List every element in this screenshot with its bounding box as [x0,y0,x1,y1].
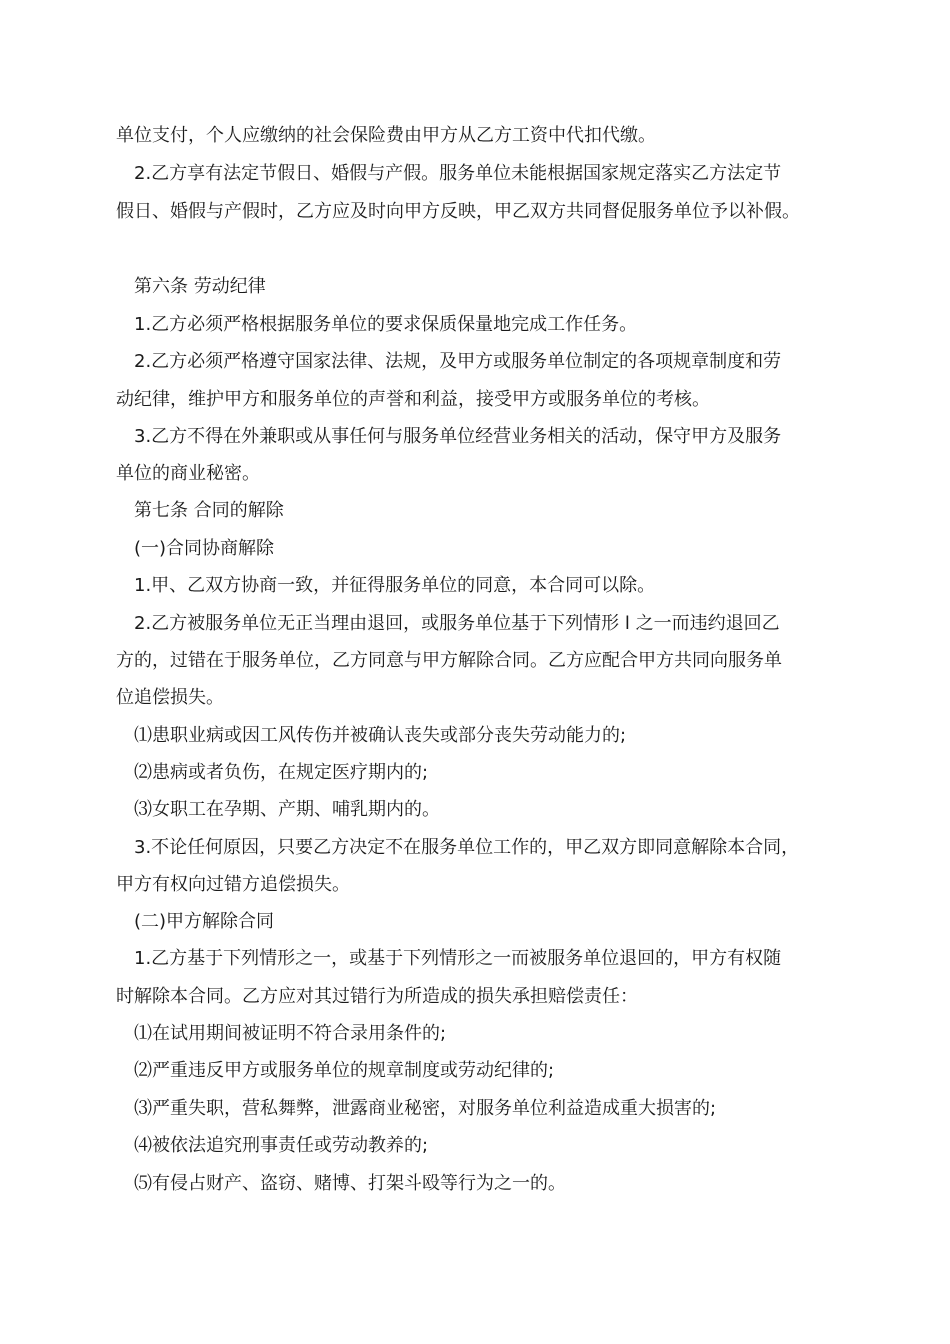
text-line: 方的，过错在于服务单位，乙方同意与甲方解除合同。乙方应配合甲方共同向服务单 [116,650,782,671]
text-line: 1.甲、乙双方协商一致，并征得服务单位的同意，本合同可以除。 [134,575,656,596]
text-line: 3.不论任何原因，只要乙方决定不在服务单位工作的，甲乙双方即同意解除本合同， [134,837,800,858]
list-item: ⑶女职工在孕期、产期、哺乳期内的。 [134,799,440,820]
text-line: 甲方有权向过错方追偿损失。 [116,874,350,895]
list-item: ⑴患职业病或因工风传伤并被确认丧失或部分丧失劳动能力的; [134,725,627,746]
section-heading: 第七条 合同的解除 [134,500,284,521]
subsection-heading: (一)合同协商解除 [134,538,275,559]
text-line: 2.乙方享有法定节假日、婚假与产假。服务单位未能根据国家规定落实乙方法定节 [134,163,782,184]
text-line: 3.乙方不得在外兼职或从事任何与服务单位经营业务相关的活动，保守甲方及服务 [134,426,782,447]
list-item: ⑶严重失职，营私舞弊，泄露商业秘密，对服务单位利益造成重大损害的; [134,1098,717,1119]
text-line: 时解除本合同。乙方应对其过错行为所造成的损失承担赔偿责任： [116,986,638,1007]
text-line: 1.乙方基于下列情形之一，或基于下列情形之一而被服务单位退回的，甲方有权随 [134,948,782,969]
list-item: ⑵严重违反甲方或服务单位的规章制度或劳动纪律的; [134,1060,555,1081]
subsection-heading: (二)甲方解除合同 [134,911,275,932]
text-line: 假日、婚假与产假时，乙方应及时向甲方反映，甲乙双方共同督促服务单位予以补假。 [116,201,800,222]
text-line: 2.乙方必须严格遵守国家法律、法规，及甲方或服务单位制定的各项规章制度和劳 [134,351,782,372]
list-item: ⑵患病或者负伤，在规定医疗期内的; [134,762,429,783]
text-line: 动纪律，维护甲方和服务单位的声誉和利益，接受甲方或服务单位的考核。 [116,389,710,410]
text-line: 2.乙方被服务单位无正当理由退回，或服务单位基于下列情形 l 之一而违约退回乙 [134,613,780,634]
text-line: 1.乙方必须严格根据服务单位的要求保质保量地完成工作任务。 [134,314,638,335]
section-heading: 第六条 劳动纪律 [134,276,266,297]
list-item: ⑷被依法追究刑事责任或劳动教养的; [134,1135,429,1156]
list-item: ⑴在试用期间被证明不符合录用条件的; [134,1023,447,1044]
text-line: 单位支付，个人应缴纳的社会保险费由甲方从乙方工资中代扣代缴。 [116,125,656,146]
text-line: 单位的商业秘密。 [116,463,260,484]
list-item: ⑸有侵占财产、盗窃、赌博、打架斗殴等行为之一的。 [134,1173,566,1194]
text-line: 位追偿损失。 [116,687,224,708]
